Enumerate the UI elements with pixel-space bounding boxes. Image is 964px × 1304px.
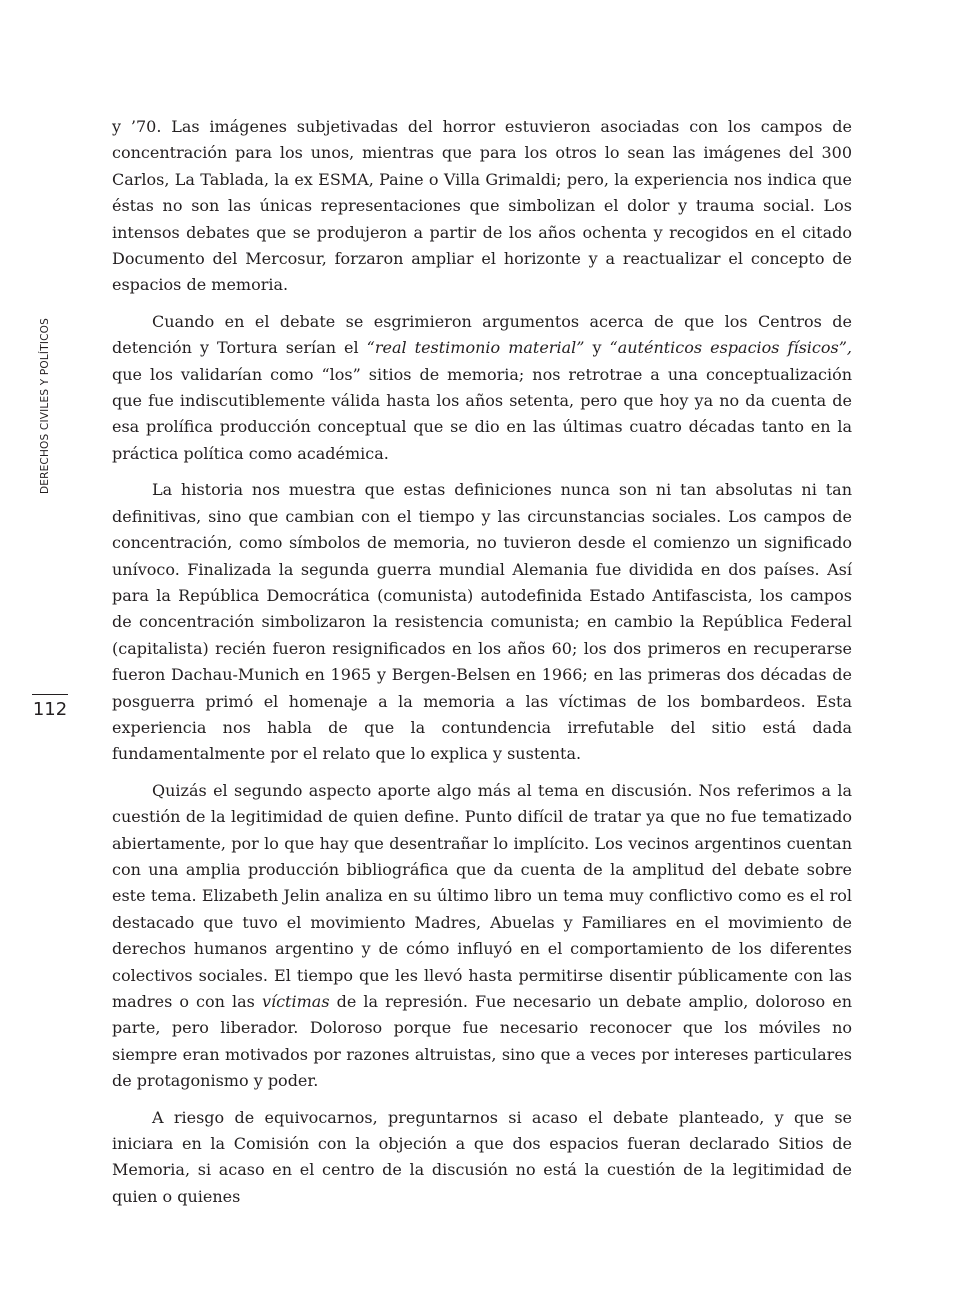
quote-autenticos-espacios: “auténticos espacios físicos”,	[609, 338, 852, 358]
paragraph-4	[112, 778, 852, 1095]
quote-real-testimonio: “real testimonio material”	[366, 338, 585, 358]
paragraph-5: A riesgo de equivocarnos, preguntarnos si acaso el debate planteado, y que se iniciara en la Comisión con la objeción a que dos espacios fueran declarado Sitios de Memoria, si acaso en el centro de la discusión no está la cuestión de la legitimidad de quien o quienes	[112, 1107, 852, 1206]
body-text	[112, 114, 852, 1210]
page-number: 112	[32, 694, 68, 719]
paragraph-2-part-2: y	[584, 338, 610, 358]
paragraph-1: y ’70. Las imágenes subjetivadas del horror estuvieron asociadas con los campos de concentración para los unos, mientras que para los otros lo sean las imágenes del 300 Carlos, La Tablada, la ex ESMA, Paine o Villa Grimaldi; pero, la experiencia nos indica que éstas no son las únicas representaciones que simbolizan el dolor y trauma social. Los intensos debates que se produjeron a partir de los años ochenta y recogidos en el citado Documento del Mercosur, forzaron ampliar el horizonte y a reactualizar el concepto de espacios de memoria.	[112, 117, 852, 295]
paragraph-2	[112, 309, 852, 467]
paragraph-2-part-1: Cuando en el debate se esgrimieron argumentos acerca de que los Centros de detención y Tortura serían el	[112, 311, 852, 358]
paragraph-3: La historia nos muestra que estas definiciones nunca son ni tan absolutas ni tan definitivas, sino que cambian con el tiempo y las circunstancias sociales. Los campos de concentración, como símbolos de memoria, no tuvieron desde el comienzo un significado unívoco. Finalizada la segunda guerra mundial Alemania fue dividida en dos países. Así para la República Democrática (comunista) autodefinida Estado Antifascista, los campos de concentración simbolizaron la resistencia comunista; en cambio la República Federal (capitalista) recién fueron resignificados en los años 60; los dos primeros en recuperarse fueron Dachau-Munich en 1965 y Bergen-Belsen en 1966; en las primeras dos décadas de posguerra primó el homenaje a la memoria a las víctimas de los bombardeos. Esta experiencia nos habla de que la contundencia irrefutable del sitio está dada fundamentalmente por el relato que lo explica y sustenta.	[112, 480, 852, 764]
paragraph-4-part-1: Quizás el segundo aspecto aporte algo más al tema en discusión. Nos referimos a la cuestión de la legitimidad de quien define. Punto difícil de tratar ya que no fue tematizado abiertamente, por lo que hay que desentrañar lo implícito. Los vecinos argentinos cuentan con una amplia producción bibliográfica que da cuenta de la amplitud del debate sobre este tema. Elizabeth Jelin analiza en su último libro un tema muy conflictivo como es el rol destacado que tuvo el movimiento Madres, Abuelas y Familiares en el movimiento de derechos humanos argentino y de cómo influyó en el comportamiento de los diferentes colectivos sociales. El tiempo que les llevó hasta permitirse disentir públicamente con las madres o con las	[112, 780, 852, 1011]
paragraph-2-part-3: que los validarían como “los” sitios de memoria; nos retrotrae a una conceptualización que fue indiscutiblemente válida hasta los años setenta, pero que hoy ya no da cuenta de esa prolífica producción conceptual que se dio en las últimas cuatro décadas tanto en la práctica política como académica.	[112, 364, 852, 463]
italic-victimas: víctimas	[261, 992, 330, 1011]
running-section-title: DERECHOS CIVILES Y POLÍTICOS	[39, 318, 51, 495]
paragraph-4-part-2: de la represión. Fue necesario un debate amplio, doloroso en parte, pero liberador. Doloroso porque fue necesario reconocer que los móviles no siempre eran motivados por razones altruistas, sino que a veces por intereses particulares de protagonismo y poder.	[112, 992, 852, 1091]
